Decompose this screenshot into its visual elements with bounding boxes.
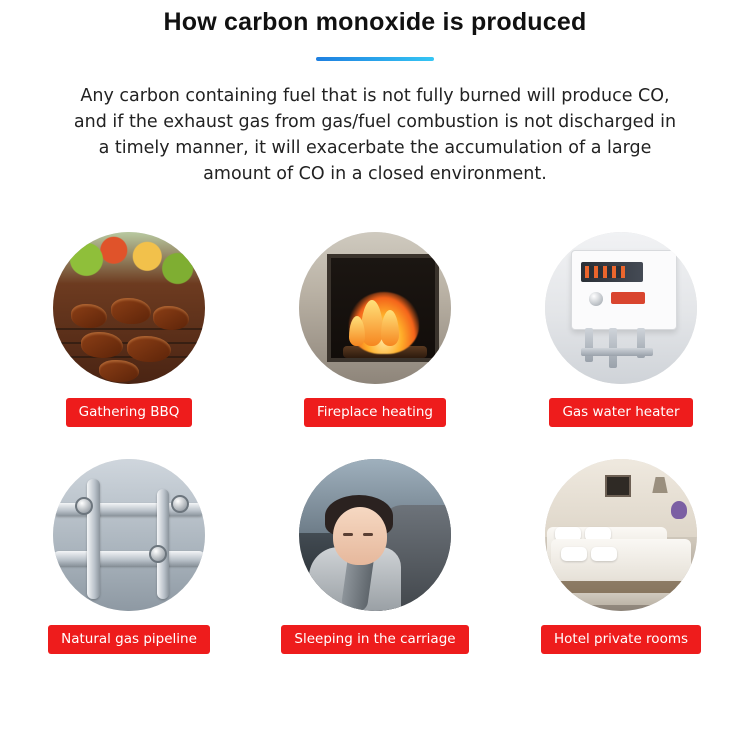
scene-item-bbq bbox=[29, 232, 229, 427]
gas-water-heater-scene-art bbox=[545, 232, 697, 384]
scene-item-sleeping-child bbox=[275, 459, 475, 654]
scene-label: Gathering BBQ bbox=[66, 398, 193, 427]
gas-pipeline-scene-art bbox=[53, 459, 205, 611]
fireplace-photo bbox=[299, 232, 451, 384]
scene-item-hotel-room bbox=[521, 459, 721, 654]
scene-row-1 bbox=[0, 232, 750, 427]
hotel-room-photo bbox=[545, 459, 697, 611]
hotel-room-scene-art bbox=[545, 459, 697, 611]
bbq-photo bbox=[53, 232, 205, 384]
intro-paragraph: Any carbon containing fuel that is not fully burned will produce CO, and if the exhaust gas from gas/fuel combustion is not discharged in a timely manner, it will exacerbate the accumulation of a large amount of CO in a closed environment. bbox=[73, 86, 677, 184]
scene-label: Hotel private rooms bbox=[541, 625, 701, 654]
sleeping-child-photo bbox=[299, 459, 451, 611]
gas-pipeline-photo bbox=[53, 459, 205, 611]
title-divider-wrap bbox=[0, 57, 750, 61]
fireplace-scene-art bbox=[299, 232, 451, 384]
bbq-scene-art bbox=[53, 232, 205, 384]
scene-label: Fireplace heating bbox=[304, 398, 446, 427]
scene-item-fireplace bbox=[275, 232, 475, 427]
sleeping-child-scene-art bbox=[299, 459, 451, 611]
title-divider bbox=[316, 57, 434, 61]
scene-item-gas-pipeline bbox=[29, 459, 229, 654]
scene-label: Sleeping in the carriage bbox=[281, 625, 468, 654]
gas-water-heater-photo bbox=[545, 232, 697, 384]
scene-label: Natural gas pipeline bbox=[48, 625, 210, 654]
page-title: How carbon monoxide is produced bbox=[163, 8, 587, 36]
scene-grid bbox=[0, 232, 750, 654]
scene-label: Gas water heater bbox=[549, 398, 692, 427]
scene-item-gas-water-heater bbox=[521, 232, 721, 427]
scene-row-2 bbox=[0, 459, 750, 654]
